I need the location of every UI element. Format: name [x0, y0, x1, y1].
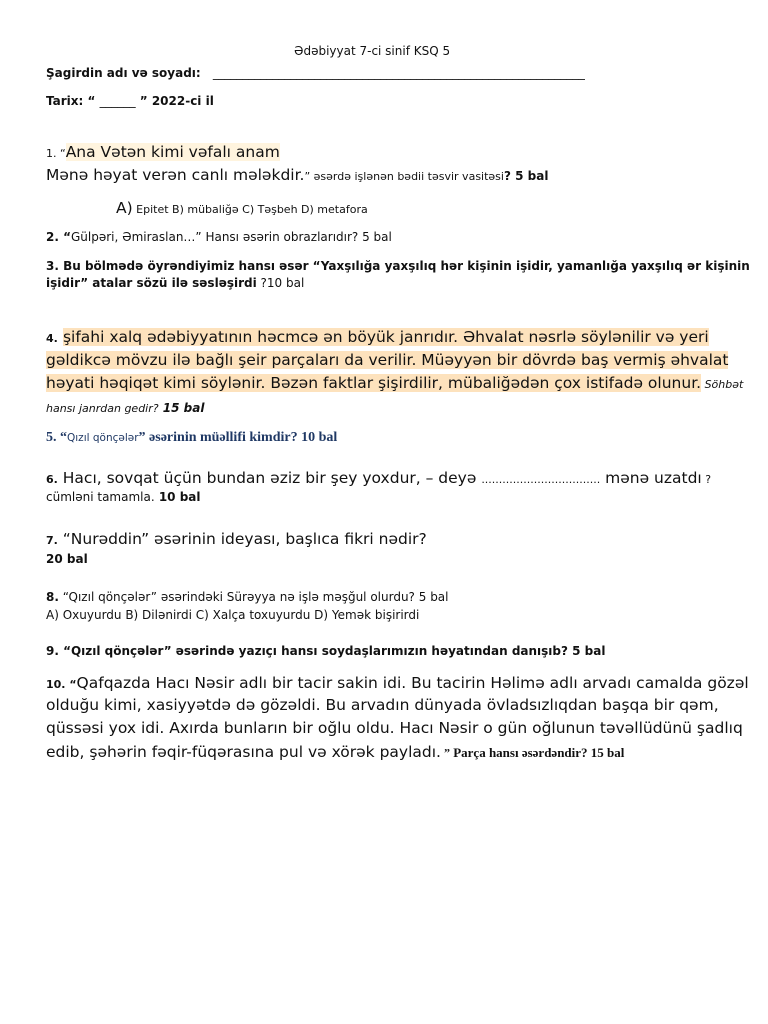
question-7-points: 20 bal: [46, 552, 88, 566]
question-10-close-quote: ˮ: [440, 746, 450, 760]
question-1-number: 1.: [46, 147, 57, 160]
question-7-line1: [46, 529, 427, 548]
question-4-number: 4.: [46, 332, 58, 345]
question-1-options: [116, 198, 368, 217]
question-10-line1: [46, 673, 749, 692]
date-label: Tarix: “: [46, 94, 96, 108]
question-2: [46, 230, 392, 244]
question-8-line1: [46, 590, 449, 604]
question-6-text-end: mənə uzatdı: [600, 469, 702, 487]
question-3-line2: [46, 276, 304, 290]
question-1-verse-line2: Mənə həyat verən canlı mələkdir.: [46, 166, 305, 184]
question-10-number: 10. “: [46, 678, 77, 691]
question-8-text: “Qızıl qönçələr” əsərindəki Sürəyya nə işlə məşğul olurdu? 5 bal: [58, 590, 449, 604]
question-10-text-line1: Qafqazda Hacı Nəsir adlı bir tacir sakin idi. Bu tacirin Həlimə adlı arvadı camalda gözəl: [76, 674, 749, 692]
question-7-text: “Nurəddin” əsərinin ideyası, başlıca fikri nədir?: [57, 530, 427, 548]
question-10-text-line2: olduğu kimi, xasiyyətdə də gözəldi. Bu arvadın dünyada övladsızlıqdan başqa bir qəm,: [46, 696, 719, 714]
question-4-line1: [46, 327, 709, 346]
question-6-line1: [46, 468, 711, 487]
question-3-points: ?10 bal: [256, 276, 305, 290]
question-10-question: Parça hansı əsərdəndir? 15 bal: [449, 745, 625, 760]
question-3-number: 3.: [46, 259, 59, 273]
question-4-question-start: Söhbət: [701, 378, 744, 391]
question-10-line4: [46, 742, 624, 761]
question-6-text: Hacı, sovqat üçün bundan əziz bir şey yoxdur, – deyə: [57, 469, 482, 487]
question-8-options: A) Oxuyurdu B) Dilənirdi C) Xalça toxuyurdu D) Yemək bişirirdi: [46, 608, 420, 622]
question-1-points: ? 5 bal: [503, 169, 549, 183]
student-name-line: ______________________________________________________________: [212, 66, 585, 80]
question-4-text-line2: gəldikcə mövzu ilə bağlı şeir parçaları da verilir. Müəyyən bir dövrdə baş vermiş əhvalat: [46, 351, 729, 369]
question-4-text-line3: həyati həqiqət kimi söylənir. Bəzən faktlar şişirdilir, mübaliğədən çox istifadə olunur.: [46, 374, 702, 392]
worksheet-title: Ədəbiyyat 7-ci sinif KSQ 5: [294, 44, 451, 58]
date-blank: ______: [99, 94, 136, 108]
question-6-points: 10 bal: [154, 490, 201, 504]
question-8-number: 8.: [46, 590, 59, 604]
question-1-option-a-letter: A): [116, 199, 133, 217]
student-name-label: Şagirdin adı və soyadı:: [46, 66, 201, 80]
question-4-text-line1: şifahi xalq ədəbiyyatının həcmcə ən böyük janrıdır. Əhvalat nəsrlə söylənilir və yeri: [62, 328, 709, 346]
question-1-options-text: Epitet B) mübaliğə C) Təşbeh D) metafora: [132, 203, 368, 216]
question-1-line2: [46, 165, 548, 184]
question-1-open-quote: “: [56, 147, 66, 160]
question-6-line2: [46, 490, 201, 504]
question-5: [46, 430, 337, 446]
question-6-question-mark: ?: [701, 473, 712, 486]
question-3-text-line2: işidir” atalar sözü ilə səsləşirdi: [46, 276, 257, 290]
question-10-text-line3: qüssəsi yox idi. Axırda bunların bir oğlu oldu. Hacı Nəsir o gün oğlunun təvəllüdünü şadlıq: [46, 719, 743, 737]
question-5-number: 5. “: [46, 430, 67, 445]
question-5-text: ” əsərinin müəllifi kimdir? 10 bal: [138, 430, 338, 445]
question-6-blank: ..................................: [481, 473, 601, 486]
question-4-line2: [46, 350, 728, 369]
date-year: ” 2022-ci il: [139, 94, 214, 108]
question-3-text-line1: Bu bölmədə öyrəndiyimiz hansı əsər “Yaxşılığa yaxşılıq hər kişinin işidir, yamanlığa yaxşılıq ər kişinin: [58, 259, 750, 273]
question-9: 9. “Qızıl qönçələr” əsərində yazıçı hansı soydaşlarımızın həyatından danışıb? 5 bal: [46, 644, 606, 658]
question-1-prompt: ” əsərdə işlənən bədii təsvir vasitəsi: [304, 170, 504, 183]
question-4-points: 15 bal: [158, 401, 205, 415]
question-1-verse-line1: Ana Vətən kimi vəfalı anam: [65, 143, 280, 161]
question-4-line4: [46, 397, 204, 416]
question-4-line3: [46, 373, 743, 392]
question-4-question-end: hansı janrdan gedir?: [46, 402, 159, 415]
date-row: [46, 94, 214, 108]
question-3-line1: [46, 259, 750, 273]
question-6-number: 6.: [46, 473, 58, 486]
student-name-row: [46, 66, 585, 80]
question-5-work-title: Qızıl qönçələr: [67, 432, 139, 444]
question-1-line1: [46, 142, 280, 161]
question-2-text: Gülpəri, Əmiraslan…” Hansı əsərin obrazlarıdır? 5 bal: [70, 230, 392, 244]
question-10-text-line4: edib, şəhərin fəqir-füqərasına pul və xörək payladı.: [46, 743, 441, 761]
question-7-number: 7.: [46, 534, 58, 547]
question-2-number: 2. “: [46, 230, 71, 244]
question-6-instruction: cümləni tamamla.: [46, 490, 155, 504]
